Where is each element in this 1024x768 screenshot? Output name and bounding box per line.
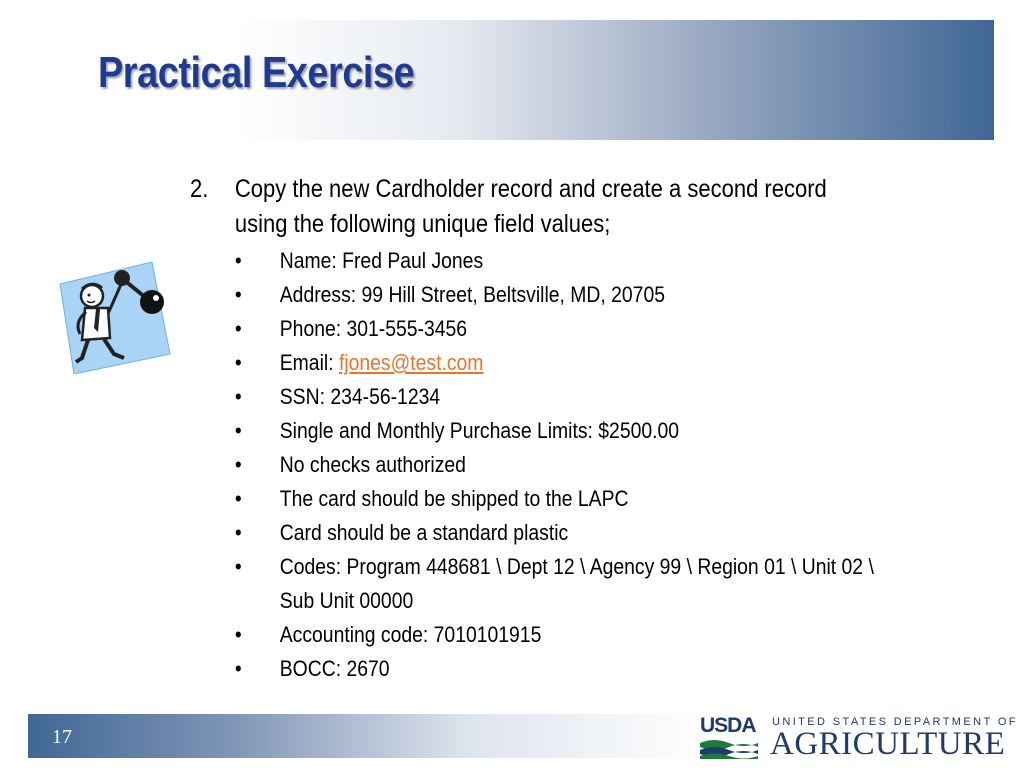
step-number: 2. [190, 175, 209, 203]
list-item [190, 244, 912, 278]
bullet-text: Address: 99 Hill Street, Beltsville, MD, 20705 [279, 282, 665, 307]
bullet-text: The card should be shipped to the LAPC [279, 486, 629, 511]
bullet-icon: • [234, 452, 242, 477]
list-item [190, 312, 912, 346]
bullet-icon: • [234, 350, 242, 375]
bullet-icon: • [234, 622, 242, 647]
bullet-icon: • [234, 418, 242, 443]
footer-gradient-band [28, 714, 708, 758]
bullet-text: Codes: Program 448681 \ Dept 12 \ Agency 99 \ Region 01 \ Unit 02 \ Sub Unit 00000 [279, 554, 874, 613]
bullet-icon: • [234, 554, 242, 579]
bullet-text: Name: Fred Paul Jones [279, 248, 484, 273]
agriculture-wordmark: AGRICULTURE [770, 726, 1006, 762]
email-label: Email: [279, 350, 339, 375]
bullet-text: Accounting code: 7010101915 [279, 622, 542, 647]
list-item [190, 618, 912, 652]
list-item [190, 652, 912, 686]
list-item [190, 516, 912, 550]
step-item [190, 172, 903, 242]
list-item [190, 346, 912, 380]
list-item [190, 380, 912, 414]
usda-waves-icon [700, 737, 758, 759]
slide-body [190, 172, 950, 686]
page-number: 17 [52, 726, 72, 748]
bullet-text: SSN: 234-56-1234 [279, 384, 441, 409]
bullet-text: Card should be a standard plastic [279, 520, 569, 545]
bullet-icon: • [234, 282, 242, 307]
department-line: UNITED STATES DEPARTMENT OF [772, 716, 1018, 728]
bullet-icon: • [234, 384, 242, 409]
step-text: Copy the new Cardholder record and create a second record using the following unique field values; [234, 175, 827, 238]
email-link[interactable]: fjones@test.com [338, 350, 484, 375]
list-item [190, 414, 912, 448]
list-item [190, 448, 912, 482]
usda-logo [700, 714, 1018, 762]
man-lifting-dumbbell-icon [52, 262, 172, 374]
bullet-icon: • [234, 520, 242, 545]
list-item [190, 550, 912, 618]
bullet-text: Single and Monthly Purchase Limits: $2500.00 [279, 418, 680, 443]
bullet-text: BOCC: 2670 [279, 656, 390, 681]
bullet-text: Phone: 301-555-3456 [279, 316, 468, 341]
list-item [190, 278, 912, 312]
usda-abbrev: USDA [700, 714, 756, 737]
slide-title: Practical Exercise [98, 48, 415, 97]
bullet-icon: • [234, 486, 242, 511]
bullet-icon: • [234, 316, 242, 341]
list-item [190, 482, 912, 516]
bullet-icon: • [234, 656, 242, 681]
bullet-icon: • [234, 248, 242, 273]
field-value-list [190, 244, 912, 686]
bullet-text: No checks authorized [279, 452, 466, 477]
